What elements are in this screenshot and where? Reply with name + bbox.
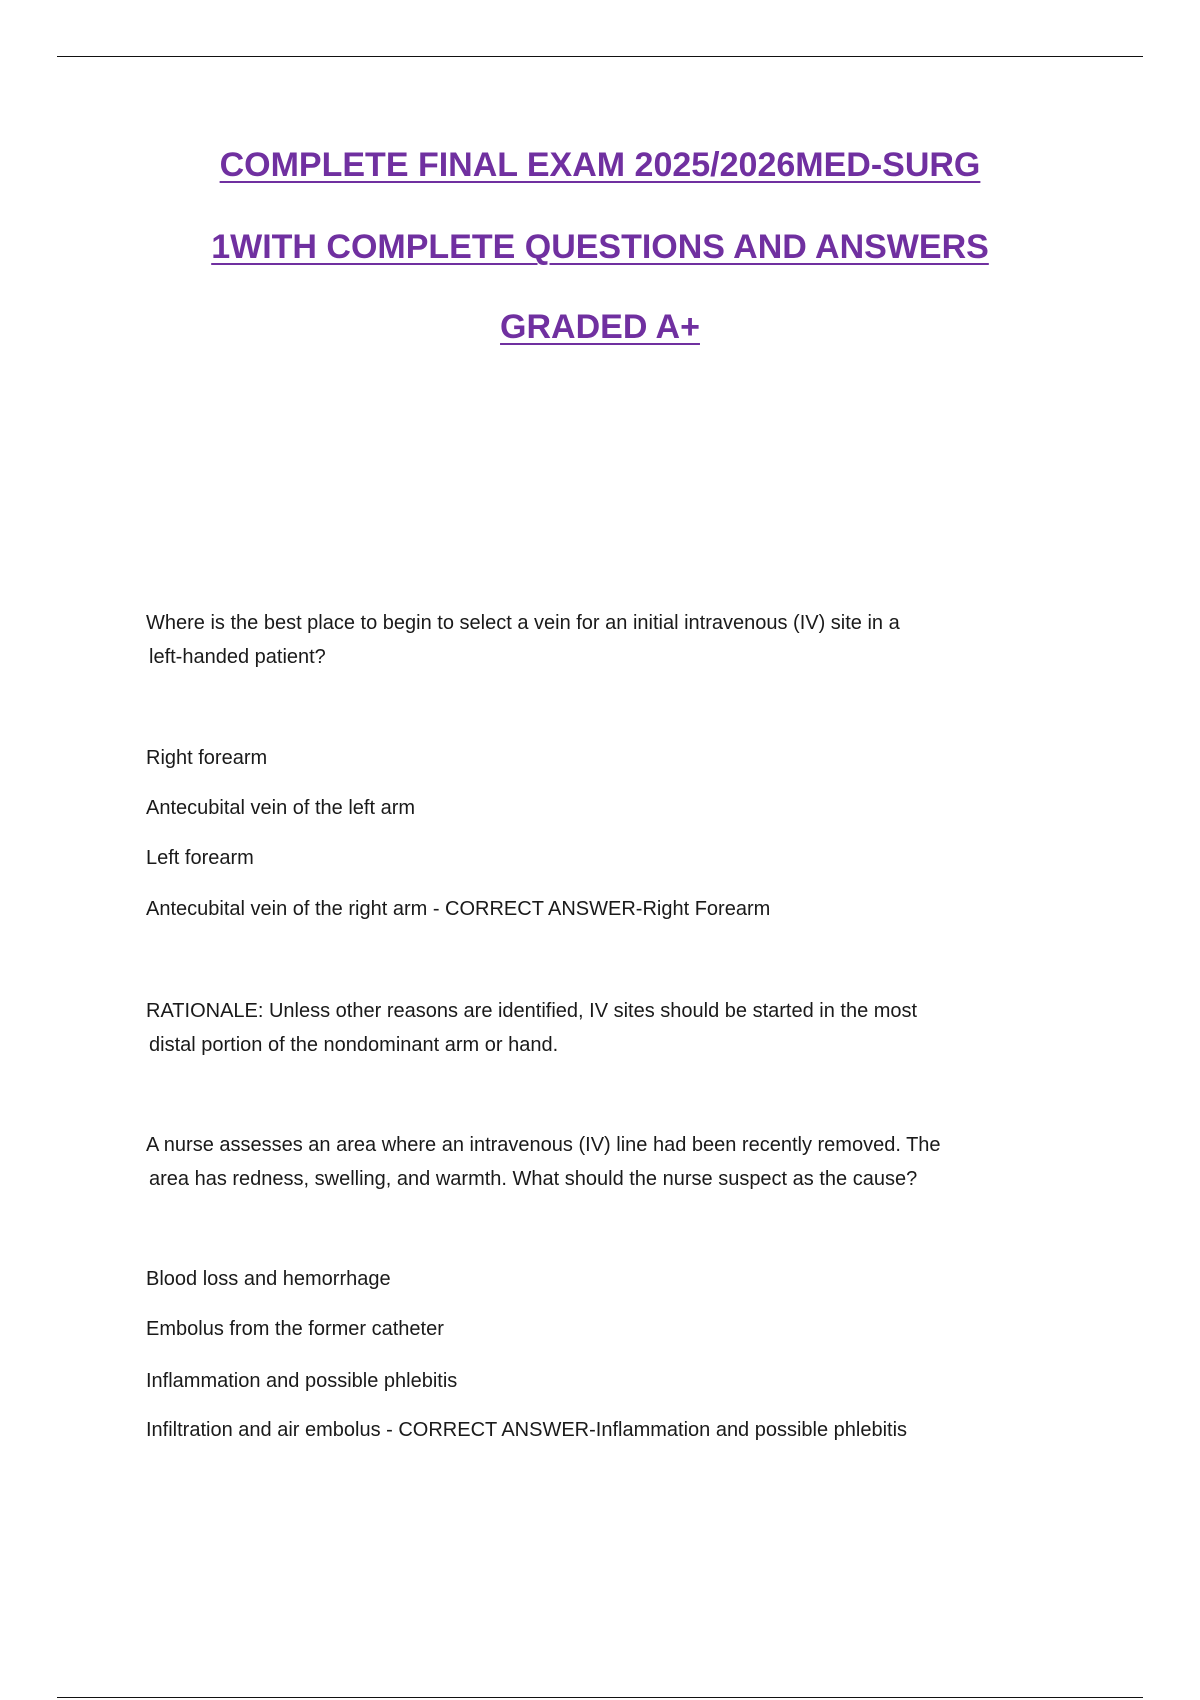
question-2-line-2: area has redness, swelling, and warmth. What should the nurse suspect as the cause?	[149, 1168, 918, 1190]
document-title	[0, 145, 1200, 389]
question-1-option-1: Right forearm	[146, 747, 268, 769]
question-2-option-1: Blood loss and hemorrhage	[146, 1268, 391, 1290]
question-2-line-1: A nurse assesses an area where an intravenous (IV) line had been recently removed. The	[146, 1134, 941, 1156]
question-1-option-2: Antecubital vein of the left arm	[146, 797, 416, 819]
question-1-line-2: left-handed patient?	[149, 646, 326, 668]
question-2-option-2: Embolus from the former catheter	[146, 1318, 444, 1340]
question-1-rationale	[146, 994, 1046, 1062]
rationale-line-1: RATIONALE: Unless other reasons are identified, IV sites should be started in the most	[146, 1000, 918, 1022]
question-1-line-1: Where is the best place to begin to select a vein for an initial intravenous (IV) site in a	[146, 612, 900, 634]
question-2-text	[146, 1128, 1046, 1196]
title-line-2: 1WITH COMPLETE QUESTIONS AND ANSWERS	[211, 228, 989, 266]
title-line-3: GRADED A+	[500, 308, 700, 346]
question-1-text	[146, 606, 1046, 674]
question-1-option-4-answer: Antecubital vein of the right arm - CORRECT ANSWER-Right Forearm	[146, 898, 771, 920]
question-2-option-3: Inflammation and possible phlebitis	[146, 1370, 458, 1392]
title-line-2-row	[0, 227, 1200, 267]
rationale-line-2: distal portion of the nondominant arm or hand.	[149, 1034, 559, 1056]
title-line-1-row	[0, 145, 1200, 185]
title-line-1: COMPLETE FINAL EXAM 2025/2026MED-SURG	[219, 146, 981, 184]
question-1-option-3: Left forearm	[146, 847, 254, 869]
bottom-rule	[57, 1697, 1143, 1698]
title-line-3-row	[0, 307, 1200, 347]
question-2-option-4-answer: Infiltration and air embolus - CORRECT ANSWER-Inflammation and possible phlebitis	[146, 1419, 908, 1441]
top-rule	[57, 56, 1143, 57]
